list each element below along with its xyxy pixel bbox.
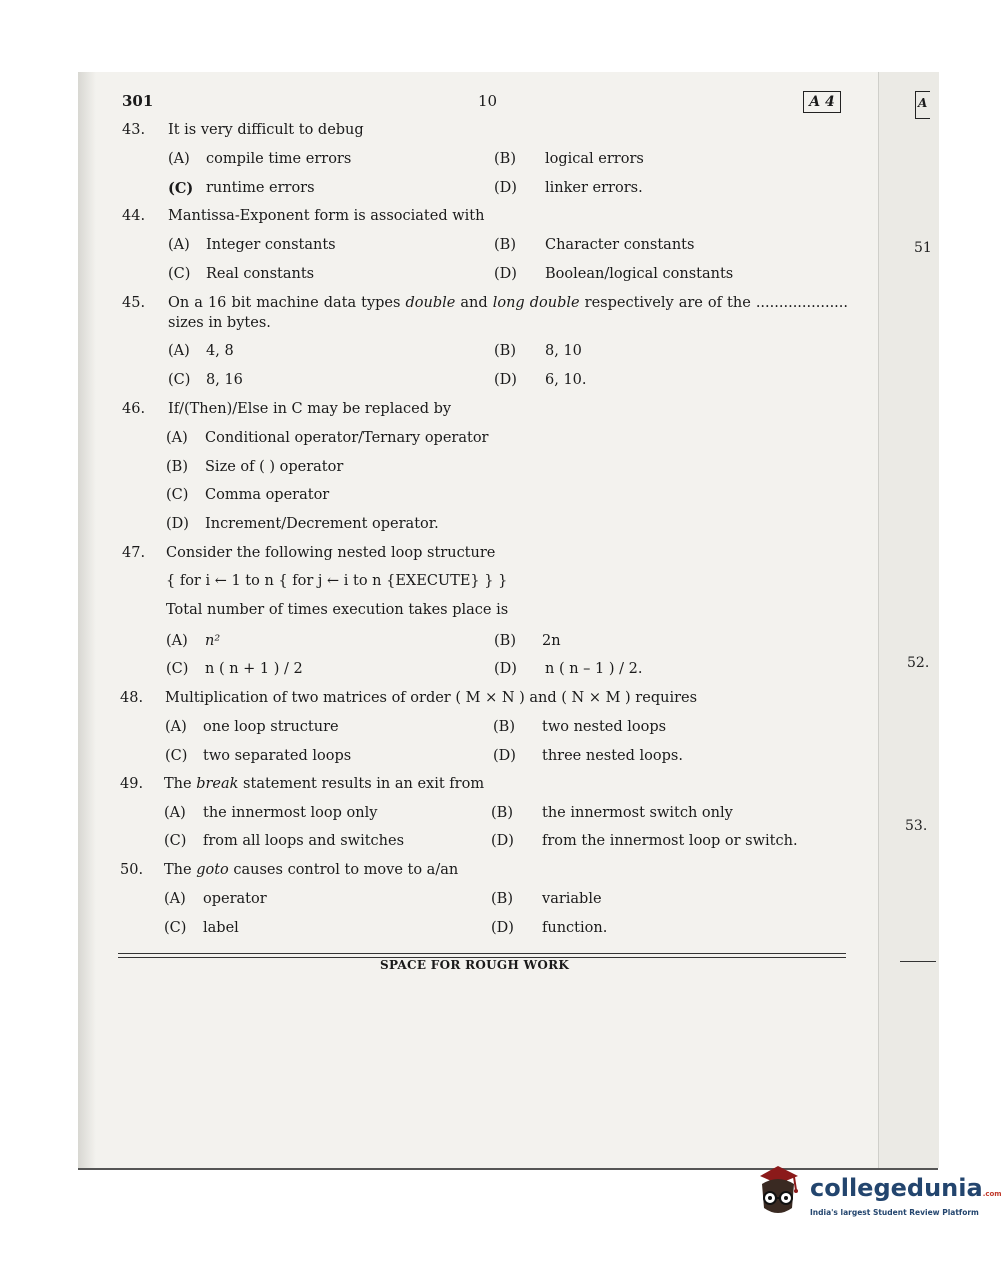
option-text: Real constants xyxy=(206,266,315,282)
question-number: 47. xyxy=(122,545,146,561)
question-number: 48. xyxy=(120,690,144,706)
option-text: runtime errors xyxy=(206,180,315,196)
option-label: (C) xyxy=(168,180,194,197)
option-text: 2n xyxy=(542,633,561,649)
option-label: (C) xyxy=(166,487,189,503)
adjacent-version-box: A xyxy=(915,91,930,119)
question-text: If/(Then)/Else in C may be replaced by xyxy=(168,401,452,417)
question-number: 44. xyxy=(122,208,146,224)
option-label: (A) xyxy=(164,805,186,821)
option-label: (A) xyxy=(166,633,188,649)
option-text: 6, 10. xyxy=(545,372,587,388)
version-box: A 4 xyxy=(803,91,841,113)
option-label: (B) xyxy=(491,891,513,907)
option-label: (B) xyxy=(494,343,516,359)
adjacent-page-edge xyxy=(878,72,939,1168)
option-label: (C) xyxy=(168,266,191,282)
rough-work-label: SPACE FOR ROUGH WORK xyxy=(380,958,570,972)
option-label: (B) xyxy=(491,805,513,821)
option-text: n² xyxy=(205,633,221,649)
question-text: Multiplication of two matrices of order ( M × N ) and ( N × M ) requires xyxy=(165,690,698,706)
option-text: one loop structure xyxy=(203,719,339,735)
option-text: logical errors xyxy=(545,151,644,167)
mascot-icon xyxy=(752,1162,806,1220)
option-text: function. xyxy=(542,920,608,936)
option-text: label xyxy=(203,920,239,936)
question-text: The break statement results in an exit from xyxy=(164,776,485,792)
option-label: (A) xyxy=(165,719,187,735)
option-text: from all loops and switches xyxy=(203,833,405,849)
option-label: (D) xyxy=(166,516,189,532)
question-text: The goto causes control to move to a/an xyxy=(164,862,459,878)
question-text: Consider the following nested loop structure xyxy=(166,545,496,561)
brand-tagline: India's largest Student Review Platform xyxy=(810,1208,979,1217)
option-text: two separated loops xyxy=(203,748,352,764)
question-number: 46. xyxy=(122,401,146,417)
adjacent-question-number: 52. xyxy=(907,655,930,671)
option-text: three nested loops. xyxy=(542,748,683,764)
option-text: the innermost switch only xyxy=(542,805,733,821)
paper-code: 301 xyxy=(122,92,154,110)
option-label: (D) xyxy=(494,372,517,388)
option-label: (A) xyxy=(168,151,190,167)
option-label: (A) xyxy=(168,237,190,253)
question-number: 43. xyxy=(122,122,146,138)
option-label: (D) xyxy=(493,748,516,764)
option-label: (B) xyxy=(493,719,515,735)
page-number: 10 xyxy=(478,92,498,110)
option-label: (A) xyxy=(168,343,190,359)
code-line: { for i ← 1 to n { for j ← i to n {EXECUTE} } } xyxy=(166,573,508,589)
option-label: (C) xyxy=(168,372,191,388)
option-text: n ( n – 1 ) / 2. xyxy=(545,661,643,677)
option-text: the innermost loop only xyxy=(203,805,378,821)
question-number: 45. xyxy=(122,295,146,311)
option-label: (B) xyxy=(494,151,516,167)
option-text: Increment/Decrement operator. xyxy=(205,516,439,532)
option-label: (D) xyxy=(494,266,517,282)
option-text: variable xyxy=(542,891,602,907)
option-text: 4, 8 xyxy=(206,343,234,359)
option-text: Conditional operator/Ternary operator xyxy=(205,430,489,446)
page-fold-shadow xyxy=(78,72,96,1168)
option-label: (A) xyxy=(166,430,188,446)
option-label: (C) xyxy=(165,748,188,764)
option-text: n ( n + 1 ) / 2 xyxy=(205,661,303,677)
option-text: from the innermost loop or switch. xyxy=(542,833,798,849)
question-number: 49. xyxy=(120,776,144,792)
option-label: (C) xyxy=(164,920,187,936)
option-text: Boolean/logical constants xyxy=(545,266,734,282)
option-label: (D) xyxy=(494,180,517,196)
question-text: On a 16 bit machine data types double and long double respectively are of the .................... sizes in bytes. xyxy=(168,295,849,331)
watermark-logo xyxy=(752,1162,1002,1222)
option-label: (D) xyxy=(491,920,514,936)
adjacent-question-number: 53. xyxy=(905,818,928,834)
option-text: Size of ( ) operator xyxy=(205,459,344,475)
option-label: (C) xyxy=(164,833,187,849)
rough-work-divider xyxy=(118,953,846,954)
option-text: linker errors. xyxy=(545,180,643,196)
question-text: Total number of times execution takes place is xyxy=(166,602,509,618)
question-text: It is very difficult to debug xyxy=(168,122,364,138)
option-label: (A) xyxy=(164,891,186,907)
option-text: Character constants xyxy=(545,237,695,253)
option-text: compile time errors xyxy=(206,151,352,167)
option-label: (C) xyxy=(166,661,189,677)
option-text: 8, 10 xyxy=(545,343,582,359)
option-text: operator xyxy=(203,891,267,907)
option-text: two nested loops xyxy=(542,719,667,735)
adjacent-divider xyxy=(900,961,936,962)
option-label: (B) xyxy=(494,633,516,649)
option-label: (D) xyxy=(491,833,514,849)
option-label: (B) xyxy=(494,237,516,253)
option-text: Comma operator xyxy=(205,487,330,503)
question-text: Mantissa-Exponent form is associated with xyxy=(168,208,485,224)
option-label: (B) xyxy=(166,459,188,475)
adjacent-question-number: 51 xyxy=(914,240,932,256)
question-number: 50. xyxy=(120,862,144,878)
option-label: (D) xyxy=(494,661,517,677)
brand-name: collegedunia.com xyxy=(810,1174,1002,1202)
option-text: Integer constants xyxy=(206,237,336,253)
option-text: 8, 16 xyxy=(206,372,243,388)
